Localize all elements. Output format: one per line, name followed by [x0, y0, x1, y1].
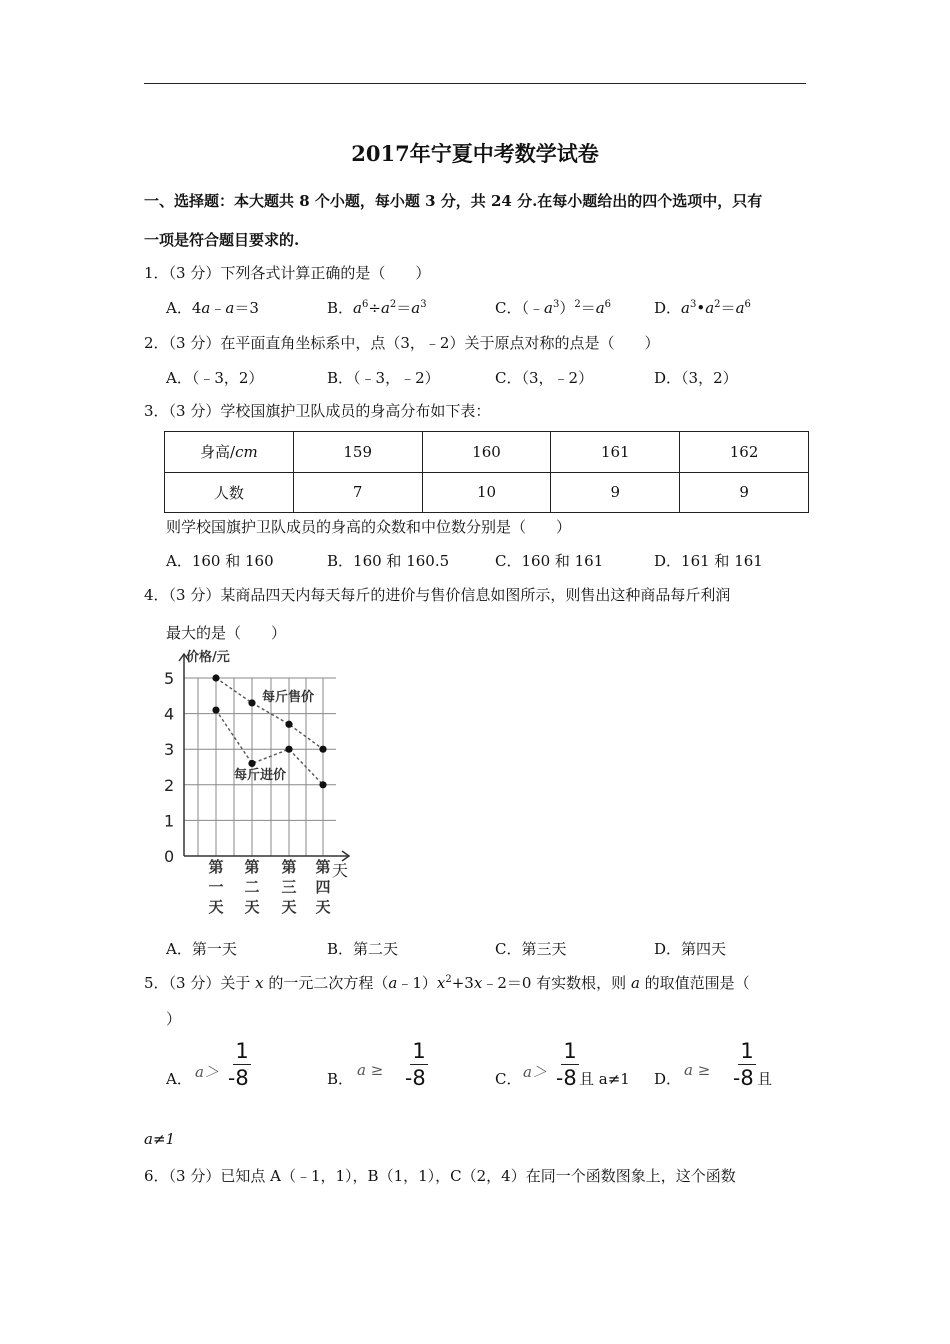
- q5-option-d-relation: a ≥: [684, 1061, 711, 1079]
- q3-option-a: A．160 和 160: [166, 552, 274, 570]
- q3-option-d: D．161 和 161: [654, 552, 763, 570]
- table-cell: 10: [422, 472, 551, 513]
- q3-option-c: C．160 和 161: [495, 552, 604, 570]
- series-label: 每斤进价: [234, 768, 287, 783]
- data-point: [212, 674, 219, 681]
- q5-option-a-fraction: 1 8: [233, 1040, 251, 1089]
- q5-option-c-suffix: 且 a≠1: [579, 1070, 630, 1088]
- q5-option-a-label: A．: [166, 1070, 192, 1088]
- y-tick-label: 4: [164, 704, 175, 724]
- x-category-label: 一: [208, 878, 224, 896]
- x-axis-label: 天: [332, 861, 349, 880]
- data-point: [319, 781, 326, 788]
- y-tick-label: 2: [164, 775, 175, 795]
- y-tick-label: 5: [164, 669, 175, 688]
- series-label: 每斤售价: [262, 690, 315, 705]
- data-point: [285, 721, 292, 728]
- q2-stem: 2．（3 分）在平面直角坐标系中，点（3，﹣2）关于原点对称的点是（ ）: [144, 334, 660, 352]
- q5-option-d-suffix: 且: [757, 1070, 773, 1088]
- q4-stem-line1: 4．（3 分）某商品四天内每天每斤的进价与售价信息如图所示，则售出这种商品每斤利润: [144, 586, 731, 604]
- q6-stem: 6．（3 分）已知点 A（﹣1，1），B（1，1），C（2，4）在同一个函数图象上，这个函数: [144, 1167, 736, 1185]
- q5-option-b-relation: a ≥: [357, 1061, 384, 1079]
- y-tick-label: 3: [164, 740, 175, 760]
- y-axis-label: 价格/元: [186, 650, 230, 665]
- y-tick-label: 1: [164, 811, 175, 831]
- x-category-label: 第: [315, 858, 331, 876]
- data-point: [248, 760, 255, 767]
- section-heading-line1: 一、选择题：本大题共 8 个小题，每小题 3 分，共 24 分.在每小题给出的四个选项中，只有: [144, 192, 763, 210]
- q1-option-c: C．$(﹣a^3)^2=a^6$: [495, 299, 612, 317]
- q4-option-b: B．第二天: [327, 940, 399, 958]
- data-point: [285, 746, 292, 753]
- x-category-label: 第: [208, 858, 224, 876]
- q5-stem-line2: ）: [166, 1010, 182, 1028]
- q5-option-a-sign: -: [228, 1066, 236, 1090]
- q4-option-d: D．第四天: [654, 940, 727, 958]
- table-header-cell: 人数: [165, 472, 294, 513]
- table-cell: 9: [680, 472, 809, 513]
- price-chart: [150, 645, 360, 915]
- table-row: [165, 472, 809, 513]
- q3-followup: 则学校国旗护卫队成员的身高的众数和中位数分别是（ ）: [166, 518, 572, 536]
- height-distribution-table: [164, 431, 809, 513]
- q2-option-a: A．（﹣3，2）: [166, 369, 264, 387]
- table-cell: 159: [293, 432, 422, 473]
- x-category-label: 天: [281, 898, 297, 915]
- q1-stem: 1．（3 分）下列各式计算正确的是（ ）: [144, 264, 431, 282]
- q1-option-d: D．$a^3•a^2=a^6$: [654, 299, 751, 317]
- q2-option-d: D．（3，2）: [654, 369, 738, 387]
- q5-option-b-sign: -: [405, 1066, 413, 1090]
- q4-option-c: C．第三天: [495, 940, 567, 958]
- q2-option-b: B．（﹣3，﹣2）: [327, 369, 440, 387]
- q1-option-a: A．4a﹣a＝3: [166, 299, 259, 317]
- x-category-label: 三: [281, 878, 297, 896]
- data-point: [212, 706, 219, 713]
- table-header-cell: 身高/cm: [165, 432, 294, 473]
- x-category-label: 天: [315, 898, 331, 915]
- q5-option-c-label: C．: [495, 1070, 522, 1088]
- q5-option-c-sign: -: [556, 1066, 564, 1090]
- q5-option-a-relation: a＞: [195, 1063, 219, 1081]
- q4-option-a: A．第一天: [166, 940, 237, 958]
- q5-option-d-label: D．: [654, 1070, 682, 1088]
- q5-option-d-fraction: 1 8: [738, 1040, 756, 1089]
- y-tick-label: 0: [164, 847, 175, 866]
- page-title: 2017年宁夏中考数学试卷: [351, 141, 599, 166]
- q5-option-b-label: B．: [327, 1070, 354, 1088]
- section-heading-line2: 一项是符合题目要求的.: [144, 231, 300, 249]
- q1-option-b: B．$a^6\div a^2=a^3$: [327, 299, 427, 317]
- q4-stem-line2: 最大的是（ ）: [166, 624, 287, 642]
- q5-option-b-fraction: 1 8: [410, 1040, 428, 1089]
- q3-stem: 3．（3 分）学校国旗护卫队成员的身高分布如下表：: [144, 402, 491, 420]
- data-point: [319, 746, 326, 753]
- table-cell: 160: [422, 432, 551, 473]
- x-category-label: 第: [244, 858, 260, 876]
- x-category-label: 四: [315, 878, 331, 896]
- header-rule: [144, 83, 806, 84]
- x-category-label: 第: [281, 858, 297, 876]
- table-cell: 9: [551, 472, 680, 513]
- q5-option-d-continuation: a≠1: [144, 1130, 176, 1148]
- table-cell: 161: [551, 432, 680, 473]
- x-category-label: 天: [208, 898, 224, 915]
- q5-option-c-relation: a＞: [523, 1063, 547, 1081]
- q3-option-b: B．160 和 160.5: [327, 552, 450, 570]
- x-category-label: 天: [244, 898, 260, 915]
- table-cell: 162: [680, 432, 809, 473]
- x-category-label: 二: [244, 878, 260, 896]
- table-cell: 7: [293, 472, 422, 513]
- q5-option-d-sign: -: [733, 1066, 741, 1090]
- table-row: [165, 432, 809, 473]
- data-point: [248, 699, 255, 706]
- q5-stem: 5．（3 分）关于 x 的一元二次方程$(a﹣1)x^2+3x﹣2=0$ 有实数根，则 a 的取值范围是（: [144, 974, 750, 992]
- q2-option-c: C．（3，﹣2）: [495, 369, 594, 387]
- q5-option-c-fraction: 1 8: [561, 1040, 579, 1089]
